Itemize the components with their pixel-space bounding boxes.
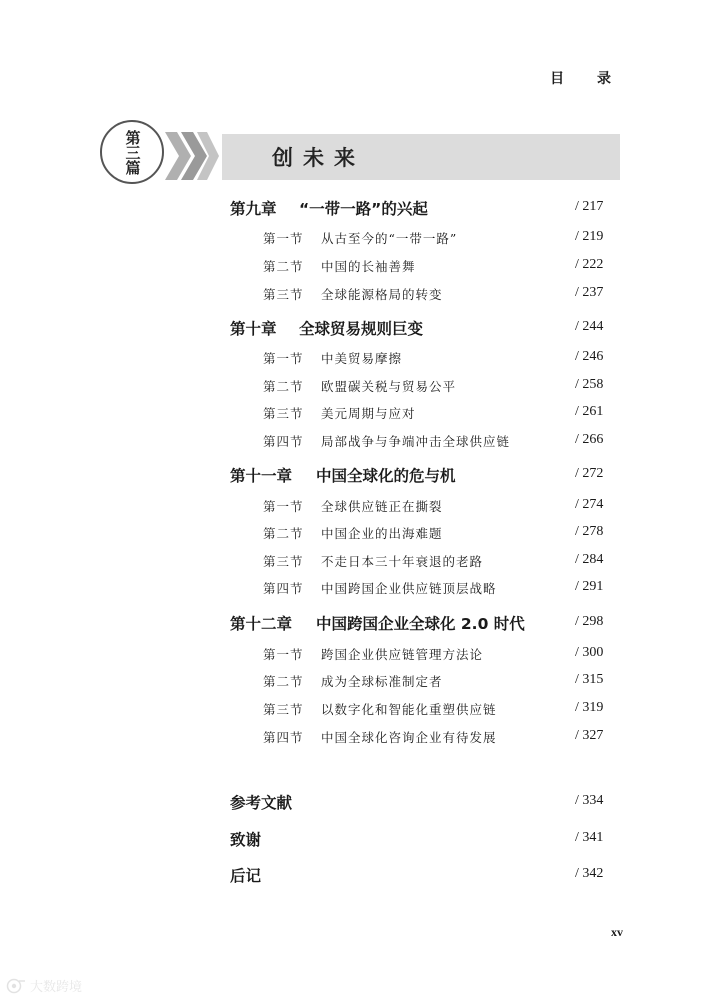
- part-title: 创未来: [272, 146, 365, 170]
- page-value: 300: [582, 645, 604, 660]
- section-title: 成为全球标准制定者: [321, 674, 443, 689]
- page-prefix: /: [575, 257, 583, 272]
- page-prefix: /: [575, 579, 583, 594]
- section-label: 第四节: [263, 581, 304, 596]
- page-number: [575, 377, 603, 393]
- page-prefix: /: [575, 614, 583, 629]
- toc-backmatter-row[interactable]: [0, 864, 715, 888]
- page-number: [575, 579, 603, 595]
- page-value: 258: [582, 377, 604, 392]
- page-prefix: /: [575, 552, 583, 567]
- section-label: 第三节: [263, 406, 304, 421]
- page-value: 217: [582, 199, 604, 214]
- section-label: 第二节: [263, 259, 304, 274]
- page-prefix: /: [575, 229, 583, 244]
- page-prefix: /: [575, 672, 583, 687]
- section-title: 中美贸易摩擦: [321, 351, 403, 366]
- page-value: 261: [582, 404, 604, 419]
- page-prefix: /: [575, 349, 583, 364]
- page-number: [575, 728, 603, 744]
- page-prefix: /: [575, 728, 583, 743]
- watermark: [6, 976, 82, 995]
- section-label: 第一节: [263, 231, 304, 246]
- toc-section-row[interactable]: [0, 550, 715, 574]
- section-label: 第二节: [263, 526, 304, 541]
- section-label: 第三节: [263, 287, 304, 302]
- page-value: 327: [582, 728, 604, 743]
- section-label: 第三节: [263, 554, 304, 569]
- page-number: [575, 199, 603, 215]
- toc-section-row[interactable]: [0, 577, 715, 601]
- section-title: 中国企业的出海难题: [321, 526, 443, 541]
- page-prefix: /: [575, 866, 583, 881]
- page-number: [575, 672, 603, 688]
- toc-section-row[interactable]: [0, 375, 715, 399]
- toc-chapter-row[interactable]: [0, 317, 715, 341]
- section-title: 中国的长袖善舞: [321, 259, 416, 274]
- chapter-label: 第十一章: [230, 467, 293, 485]
- section-title: 全球供应链正在撕裂: [321, 499, 443, 514]
- toc-section-row[interactable]: [0, 402, 715, 426]
- toc-chapter-row[interactable]: [0, 197, 715, 221]
- page-prefix: /: [575, 432, 583, 447]
- section-title: 欧盟碳关税与贸易公平: [321, 379, 457, 394]
- chapter-title: 中国全球化的危与机: [316, 467, 456, 485]
- page-number: [575, 229, 603, 245]
- page-number: [575, 830, 603, 846]
- section-title: 以数字化和智能化重塑供应链: [321, 702, 497, 717]
- page-prefix: /: [575, 319, 583, 334]
- page-number: [575, 257, 603, 273]
- chapter-title: “一带一路”的兴起: [299, 200, 428, 218]
- page-value: 341: [582, 830, 604, 845]
- page-prefix: /: [575, 466, 583, 481]
- page-number: [575, 524, 603, 540]
- toc-chapter-row[interactable]: [0, 612, 715, 636]
- toc-section-row[interactable]: [0, 495, 715, 519]
- page-prefix: /: [575, 497, 583, 512]
- page-number: [575, 319, 603, 335]
- toc-backmatter-row[interactable]: [0, 791, 715, 815]
- toc-section-row[interactable]: [0, 726, 715, 750]
- section-title: 从古至今的“一带一路”: [321, 231, 458, 246]
- watermark-logo-icon: [6, 978, 26, 994]
- page-value: 334: [582, 793, 604, 808]
- section-label: 第二节: [263, 379, 304, 394]
- page-value: 237: [582, 285, 604, 300]
- backmatter-title: 参考文献: [230, 794, 293, 812]
- toc-section-row[interactable]: [0, 283, 715, 307]
- section-title: 局部战争与争端冲击全球供应链: [321, 434, 511, 449]
- page-value: 244: [582, 319, 604, 334]
- page-prefix: /: [575, 645, 583, 660]
- page-number: [575, 349, 603, 365]
- part-badge: [100, 120, 164, 184]
- toc-section-row[interactable]: [0, 430, 715, 454]
- page-prefix: /: [575, 700, 583, 715]
- page-number: [575, 866, 603, 882]
- page-value: 291: [582, 579, 604, 594]
- page-number: [575, 432, 603, 448]
- page-value: 222: [582, 257, 604, 272]
- section-label: 第一节: [263, 647, 304, 662]
- toc-section-row[interactable]: [0, 670, 715, 694]
- page-value: 319: [582, 700, 604, 715]
- section-title: 中国全球化咨询企业有待发展: [321, 730, 497, 745]
- toc-section-row[interactable]: [0, 698, 715, 722]
- toc-section-row[interactable]: [0, 347, 715, 371]
- page-number: [575, 285, 603, 301]
- section-title: 全球能源格局的转变: [321, 287, 443, 302]
- section-label: 第二节: [263, 674, 304, 689]
- section-title: 跨国企业供应链管理方法论: [321, 647, 484, 662]
- page-value: 246: [582, 349, 604, 364]
- page-number: [575, 466, 603, 482]
- page-value: 266: [582, 432, 604, 447]
- page-prefix: /: [575, 285, 583, 300]
- page-value: 272: [582, 466, 604, 481]
- page-prefix: /: [575, 404, 583, 419]
- page-value: 278: [582, 524, 604, 539]
- page-number: [575, 404, 603, 420]
- page-prefix: /: [575, 830, 583, 845]
- watermark-text: 大数跨境: [30, 980, 83, 995]
- page-number: [575, 552, 603, 568]
- section-label: 第四节: [263, 434, 304, 449]
- page-prefix: /: [575, 793, 583, 808]
- toc-section-row[interactable]: [0, 227, 715, 251]
- chevrons-icon: [165, 130, 219, 182]
- section-title: 美元周期与应对: [321, 406, 416, 421]
- toc-section-row[interactable]: [0, 255, 715, 279]
- toc-section-row[interactable]: [0, 522, 715, 546]
- page-number: [575, 700, 603, 716]
- page-value: 219: [582, 229, 604, 244]
- page-footer-number: xv: [611, 925, 623, 939]
- page-number: [575, 497, 603, 513]
- backmatter-title: 致谢: [230, 831, 262, 849]
- part-badge-label: 第三篇: [123, 129, 142, 175]
- page-number: [575, 614, 603, 630]
- page-prefix: /: [575, 199, 583, 214]
- section-label: 第四节: [263, 730, 304, 745]
- section-title: 中国跨国企业供应链顶层战略: [321, 581, 497, 596]
- section-title: 不走日本三十年衰退的老路: [321, 554, 484, 569]
- page-prefix: /: [575, 377, 583, 392]
- toc-section-row[interactable]: [0, 643, 715, 667]
- page-prefix: /: [575, 524, 583, 539]
- page-value: 284: [582, 552, 604, 567]
- toc-header-title: 目 录: [550, 71, 625, 87]
- chapter-label: 第十章: [230, 320, 277, 338]
- toc-chapter-row[interactable]: [0, 464, 715, 488]
- toc-backmatter-row[interactable]: [0, 828, 715, 852]
- chapter-label: 第九章: [230, 200, 277, 218]
- section-label: 第三节: [263, 702, 304, 717]
- chapter-label: 第十二章: [230, 615, 293, 633]
- chapter-title: 中国跨国企业全球化 2.0 时代: [316, 615, 525, 633]
- page-value: 315: [582, 672, 604, 687]
- section-label: 第一节: [263, 499, 304, 514]
- page-number: [575, 645, 603, 661]
- backmatter-title: 后记: [230, 867, 262, 885]
- page-value: 298: [582, 614, 604, 629]
- section-label: 第一节: [263, 351, 304, 366]
- page-number: [575, 793, 603, 809]
- chapter-title: 全球贸易规则巨变: [299, 320, 424, 338]
- page-value: 274: [582, 497, 604, 512]
- page-value: 342: [582, 866, 604, 881]
